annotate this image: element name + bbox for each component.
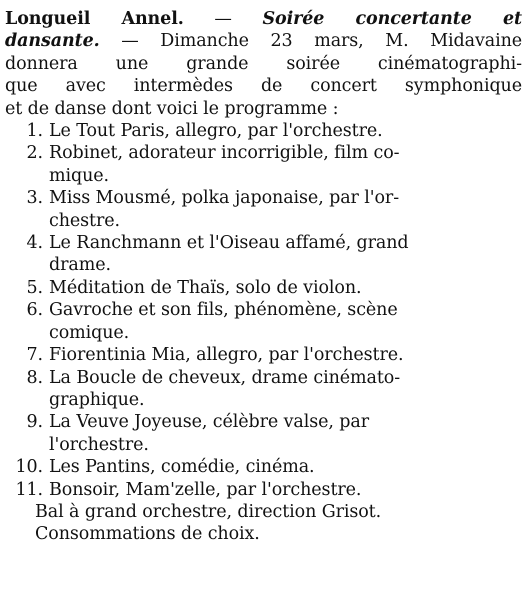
footer-line-2: Consommations de choix. [35, 524, 260, 545]
item-text: La Boucle de cheveux, drame cinémato- [49, 367, 401, 388]
item-text-continued: l'orchestre. [49, 434, 149, 455]
item-text: Bonsoir, Mam'zelle, par l'orchestre. [49, 479, 362, 500]
intro-line-2: donnera une grande soirée cinématographi- [5, 53, 522, 74]
item-text: Le Tout Paris, allegro, par l'orchestre. [49, 121, 383, 142]
item-number: 9. [26, 412, 43, 433]
footer-line-1: Bal à grand orchestre, direction Grisot. [35, 501, 382, 522]
item-text: Miss Mousmé, polka japonaise, par l'or- [49, 188, 400, 209]
item-number: 2. [26, 143, 43, 164]
program-item-6 [5, 299, 522, 321]
item-text-continued: graphique. [49, 389, 145, 410]
item-text: Le Ranchmann et l'Oiseau affamé, grand [49, 233, 409, 254]
item-number: 11. [15, 479, 43, 500]
program-item-9 [5, 411, 522, 433]
program-item-10 [5, 456, 522, 478]
intro-line-1: dansante. — Dimanche 23 mars, M. Midavaine [5, 31, 522, 52]
article-subtitle: Soirée concertante et [262, 9, 522, 29]
title-dash: — [183, 9, 263, 29]
article-title: Longueil Annel. [5, 9, 184, 29]
program-item-7 [5, 344, 522, 366]
program-item-4 [5, 232, 522, 254]
item-number: 5. [26, 277, 43, 298]
program-item-2 [5, 142, 522, 164]
intro-line-4: et de danse dont voici le programme : [5, 98, 339, 119]
item-text-continued: drame. [49, 255, 111, 276]
item-number: 4. [26, 233, 43, 254]
item-number: 3. [26, 188, 43, 209]
item-number: 8. [26, 367, 43, 388]
program-item-3 [5, 187, 522, 209]
item-number: 7. [26, 345, 43, 366]
item-text: Méditation de Thaïs, solo de violon. [49, 277, 362, 298]
item-number: 1. [26, 121, 43, 142]
item-text: Gavroche et son fils, phénomène, scène [49, 300, 398, 321]
program-item-11 [5, 479, 522, 501]
item-number: 6. [26, 300, 43, 321]
item-text: Les Pantins, comédie, cinéma. [49, 457, 315, 478]
item-number: 10. [15, 457, 43, 478]
program-item-5 [5, 277, 522, 299]
program-item-8 [5, 367, 522, 389]
item-text: Fiorentinia Mia, allegro, par l'orchestre. [49, 345, 404, 366]
item-text-continued: mique. [49, 165, 109, 186]
program-item-1 [5, 120, 522, 142]
item-text: La Veuve Joyeuse, célèbre valse, par [49, 412, 369, 433]
item-text-continued: comique. [49, 322, 130, 343]
item-text: Robinet, adorateur incorrigible, film co- [49, 143, 400, 164]
heading-line [5, 8, 522, 30]
intro-line-3: que avec intermèdes de concert symphonique [5, 76, 522, 97]
item-text-continued: chestre. [49, 210, 120, 231]
article-subtitle-cont: dansante. [5, 31, 100, 52]
